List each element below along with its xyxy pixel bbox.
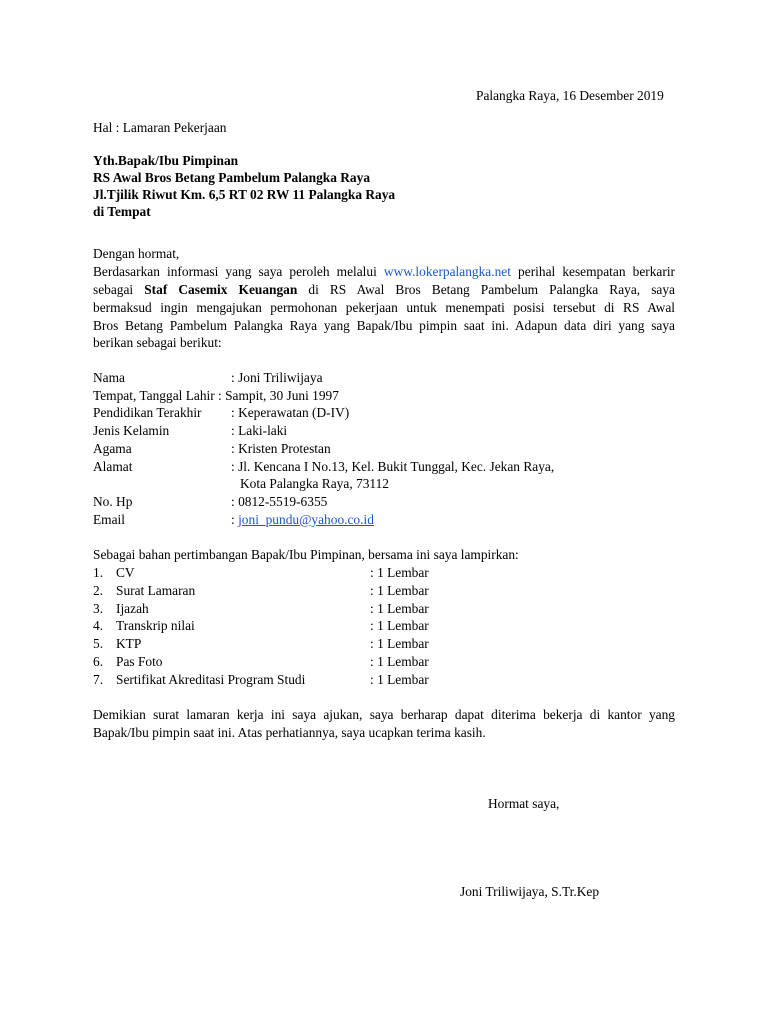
intro-line-1 bbox=[93, 263, 675, 280]
attachment-name: KTP bbox=[116, 636, 142, 651]
pendidikan-label: Pendidikan Terakhir bbox=[93, 405, 202, 420]
attachment-num: 3. bbox=[93, 601, 104, 616]
alamat-label: Alamat bbox=[93, 459, 133, 474]
closing-line-1: Demikian surat lamaran kerja ini saya ajukan, saya berharap dapat diterima bekerja di kantor yang bbox=[93, 707, 675, 722]
intro-text: sebagai bbox=[93, 282, 145, 297]
agama-label: Agama bbox=[93, 441, 132, 456]
hp-value: : 0812-5519-6355 bbox=[231, 494, 328, 509]
attachment-qty: : 1 Lembar bbox=[370, 672, 429, 687]
attachment-name: Surat Lamaran bbox=[116, 583, 196, 598]
attachment-qty: : 1 Lembar bbox=[370, 618, 429, 633]
recipient-line-2: RS Awal Bros Betang Pambelum Palangka Raya bbox=[93, 170, 371, 185]
intro-line-2 bbox=[93, 281, 675, 298]
attachment-qty: : 1 Lembar bbox=[370, 565, 429, 580]
intro-line-5: berikan sebagai berikut: bbox=[93, 335, 222, 350]
position-name: Staf Casemix Keuangan bbox=[144, 282, 298, 297]
attachment-num: 4. bbox=[93, 618, 104, 633]
hp-label: No. Hp bbox=[93, 494, 133, 509]
recipient-line-4: di Tempat bbox=[93, 204, 151, 219]
email-label: Email bbox=[93, 512, 125, 527]
attachment-num: 6. bbox=[93, 654, 104, 669]
email-link[interactable]: joni_pundu@yahoo.co.id bbox=[238, 512, 374, 527]
email-value-row bbox=[231, 511, 374, 528]
intro-line-4: Bros Betang Pambelum Palangka Raya yang Bapak/Ibu pimpin saat ini. Adapun data diri yang saya bbox=[93, 318, 675, 333]
attachment-name: Sertifikat Akreditasi Program Studi bbox=[116, 672, 306, 687]
place-date: Palangka Raya, 16 Desember 2019 bbox=[476, 88, 664, 103]
attachment-qty: : 1 Lembar bbox=[370, 636, 429, 651]
kelamin-value: : Laki-laki bbox=[231, 423, 288, 438]
attachment-num: 7. bbox=[93, 672, 104, 687]
agama-value: : Kristen Protestan bbox=[231, 441, 331, 456]
nama-label: Nama bbox=[93, 370, 125, 385]
attachment-num: 2. bbox=[93, 583, 104, 598]
greeting: Dengan hormat, bbox=[93, 246, 180, 261]
email-colon: : bbox=[231, 512, 239, 527]
attachment-qty: : 1 Lembar bbox=[370, 601, 429, 616]
attachment-qty: : 1 Lembar bbox=[370, 583, 429, 598]
attachment-num: 1. bbox=[93, 565, 104, 580]
intro-text: Berdasarkan informasi yang saya peroleh melalui bbox=[93, 264, 384, 279]
intro-text: di RS Awal Bros Betang Pambelum Palangka Raya, saya bbox=[297, 282, 676, 297]
attachments-intro: Sebagai bahan pertimbangan Bapak/Ibu Pimpinan, bersama ini saya lampirkan: bbox=[93, 547, 519, 562]
ttl-line: Tempat, Tanggal Lahir : Sampit, 30 Juni 1997 bbox=[93, 388, 339, 403]
website-link[interactable]: www.lokerpalangka.net bbox=[383, 264, 511, 279]
attachment-name: Pas Foto bbox=[116, 654, 163, 669]
alamat-value-2: Kota Palangka Raya, 73112 bbox=[240, 476, 389, 491]
recipient-line-1: Yth.Bapak/Ibu Pimpinan bbox=[93, 153, 239, 168]
recipient-line-3: Jl.Tjilik Riwut Km. 6,5 RT 02 RW 11 Palangka Raya bbox=[93, 187, 396, 202]
attachment-name: CV bbox=[116, 565, 135, 580]
pendidikan-value: : Keperawatan (D-IV) bbox=[231, 405, 350, 420]
attachment-name: Transkrip nilai bbox=[116, 618, 195, 633]
signoff: Hormat saya, bbox=[488, 796, 560, 811]
alamat-value-1: : Jl. Kencana I No.13, Kel. Bukit Tunggal, Kec. Jekan Raya, bbox=[231, 459, 555, 474]
attachment-name: Ijazah bbox=[116, 601, 149, 616]
nama-value: : Joni Triliwijaya bbox=[231, 370, 323, 385]
subject-line: Hal : Lamaran Pekerjaan bbox=[93, 120, 227, 135]
signature-name: Joni Triliwijaya, S.Tr.Kep bbox=[460, 884, 600, 899]
attachment-qty: : 1 Lembar bbox=[370, 654, 429, 669]
intro-text: perihal kesempatan berkarir bbox=[510, 264, 675, 279]
kelamin-label: Jenis Kelamin bbox=[93, 423, 170, 438]
attachment-num: 5. bbox=[93, 636, 104, 651]
intro-line-3: bermaksud ingin mengajukan permohonan pekerjaan untuk menempati posisi tersebut di RS Awal bbox=[93, 300, 675, 315]
closing-line-2: Bapak/Ibu pimpin saat ini. Atas perhatiannya, saya ucapkan terima kasih. bbox=[93, 725, 486, 740]
